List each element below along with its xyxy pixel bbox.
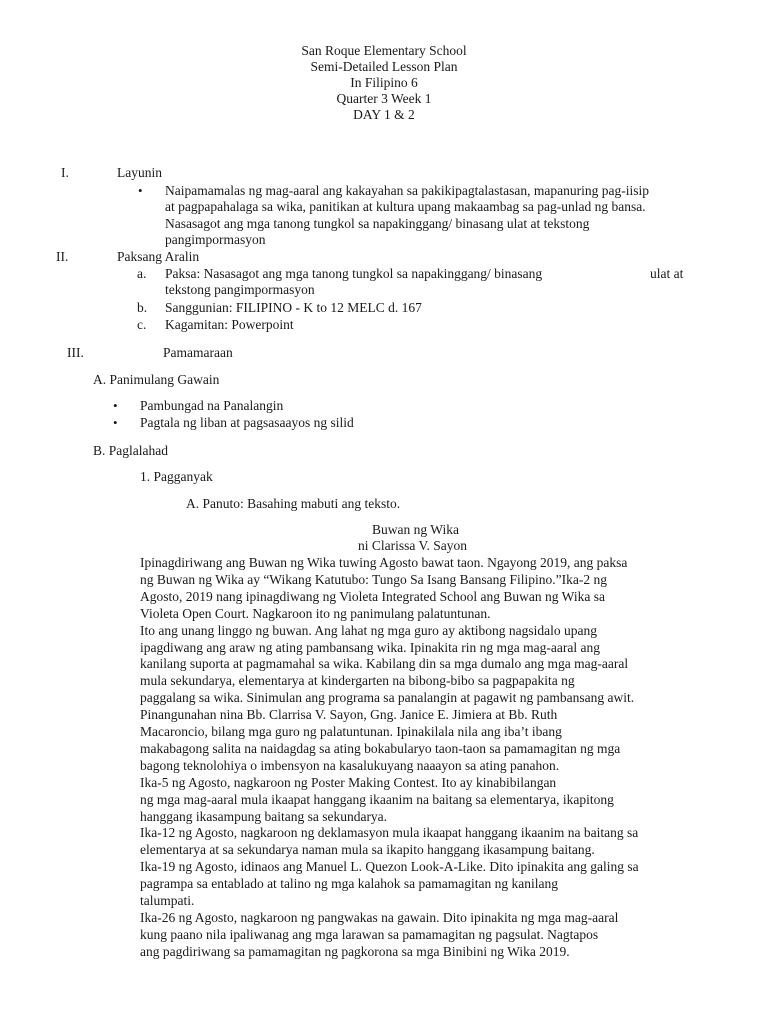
article-line: elementarya at sa sekundarya naman mula sa ikapito hanggang ikasampung baitang. [140, 842, 595, 858]
opening-bullet-text: Pagtala ng liban at pagsasaayos ng silid [140, 415, 354, 430]
opening-bullet-text: Pambungad na Panalangin [140, 398, 284, 413]
section-3-numeral: III. [67, 345, 84, 360]
section-2-item-b [137, 300, 422, 316]
plan-type: Semi-Detailed Lesson Plan [310, 59, 458, 74]
section-2-item-c [137, 317, 294, 333]
article-line: ng mga mag-aaral mula ikaapat hanggang ikaanim na baitang sa elementarya, ikapitong [140, 791, 614, 807]
article-author: ni Clarissa V. Sayon [358, 538, 468, 553]
article-line: Violeta Open Court. Nagkaroon ito ng panimulang palatuntunan. [140, 605, 491, 621]
item-marker: a. [137, 266, 147, 281]
section-1-title: Layunin [117, 165, 162, 180]
objective-line-1: Naipamamalas ng mag-aaral ang kakayahan sa pakikipagtalastasan, mapanuring pag-iisip [165, 183, 649, 198]
article-line: paggalang sa wika. Sinimulan ang programa sa panalangin at pagawit ng pambansang awit. [140, 690, 635, 706]
article-line: Pinangunahan nina Bb. Clarrisa V. Sayon, Gng. Janice E. Jimiera at Bb. Ruth [140, 707, 558, 723]
article-line: ipagdiwang ang araw ng ating pambansang wika. Ipinakita rin ng mga mag-aaral ang [140, 639, 600, 655]
section-1-numeral: I. [61, 165, 69, 180]
article-line: ang pagdiriwang sa pamamagitan ng pagkorona sa mga Binibini ng Wika 2019. [140, 943, 570, 959]
article-title: Buwan ng Wika [372, 522, 459, 537]
article-line: mula sekundarya, elementarya at kindergarten na bibong-bibo sa pagpapakita ng [140, 673, 575, 689]
article-line: kung paano nila ipaliwanag ang mga larawan sa pamamagitan ng pagsulat. Nagtapos [140, 926, 599, 942]
item-a-text: Paksa: Nasasagot ang mga tanong tungkol sa napakinggang/ binasang [165, 266, 543, 281]
subject: In Filipino 6 [350, 75, 418, 90]
paglalahad-heading: B. Paglalahad [93, 443, 168, 458]
item-b-text: Sanggunian: FILIPINO - K to 12 MELC d. 167 [165, 300, 422, 315]
article-line: makabagong salita na naidagdag sa ating bokabularyo taon-taon sa pamamagitan ng mga [140, 740, 621, 756]
article-line: pagrampa sa entablado at talino ng mga kalahok sa pamamagitan ng kanilang [140, 876, 558, 892]
article-line: Ipinagdiriwang ang Buwan ng Wika tuwing Agosto bawat taon. Ngayong 2019, ang paksa [140, 555, 628, 570]
article-line: kanilang suporta at pagmamahal sa wika. Kabilang din sa mga dumalo ang mga mag-aaral [140, 656, 629, 672]
article-line: Ika-12 ng Agosto, nagkaroon ng deklamasyon mula ikaapat hanggang ikaanim na baitang sa [140, 825, 639, 841]
panimulang-gawain-heading: A. Panimulang Gawain [93, 372, 220, 387]
article-line: Macaroncio, bilang mga guro ng palatuntunan. Ipinakilala nila ang iba’t ibang [140, 724, 562, 739]
article-line: Ika-26 ng Agosto, nagkaroon ng pangwakas na gawain. Dito ipinakita ng mga mag-aaral [140, 909, 619, 925]
item-a-continuation: tekstong pangimpormasyon [165, 282, 315, 297]
quarter-week: Quarter 3 Week 1 [336, 91, 432, 106]
article-line: talumpati. [140, 893, 195, 908]
document-header [0, 43, 768, 123]
objective-line-2: at pagpapahalaga sa wika, panitikan at kultura upang makaambag sa pag-unlad ng bansa. [165, 199, 646, 214]
item-c-text: Kagamitan: Powerpoint [165, 317, 294, 332]
section-2-numeral: II. [56, 249, 69, 264]
item-a-tail: ulat at [650, 266, 684, 281]
article-line: ng Buwan ng Wika ay “Wikang Katutubo: Tungo Sa Isang Bansang Filipino.”Ika-2 ng [140, 571, 607, 587]
section-2-item-a [137, 266, 543, 282]
section-3-title: Pamamaraan [163, 345, 233, 360]
article-line: Ika-19 ng Agosto, idinaos ang Manuel L. Quezon Look-A-Like. Dito ipinakita ang galing sa [140, 859, 639, 875]
item-marker: b. [137, 300, 148, 315]
objective-line-3: Nasasagot ang mga tanong tungkol sa napakinggang/ binasang ulat at tekstong [165, 216, 590, 231]
article-line: bagong teknolohiya o imbensyon na kasalukuyang naaayon sa ating panahon. [140, 757, 560, 773]
section-2-title: Paksang Aralin [117, 249, 200, 264]
article-line: hanggang ikasampung baitang sa sekundarya. [140, 808, 388, 824]
day-label: DAY 1 & 2 [353, 107, 415, 122]
pagganyak-heading: 1. Pagganyak [140, 469, 213, 484]
article-line: Ito ang unang linggo ng buwan. Ang lahat ng mga guro ay aktibong nagsidalo upang [140, 622, 598, 638]
objective-line-4: pangimpormasyon [165, 232, 266, 247]
item-marker: c. [137, 317, 147, 332]
article-line: Agosto, 2019 nang ipinagdiwang ng Violeta Integrated School ang Buwan ng Wika sa [140, 588, 605, 604]
instruction-line: A. Panuto: Basahing mabuti ang teksto. [186, 496, 401, 511]
school-name: San Roque Elementary School [301, 43, 467, 58]
article-line: Ika-5 ng Agosto, nagkaroon ng Poster Making Contest. Ito ay kinabibilangan [140, 774, 557, 790]
